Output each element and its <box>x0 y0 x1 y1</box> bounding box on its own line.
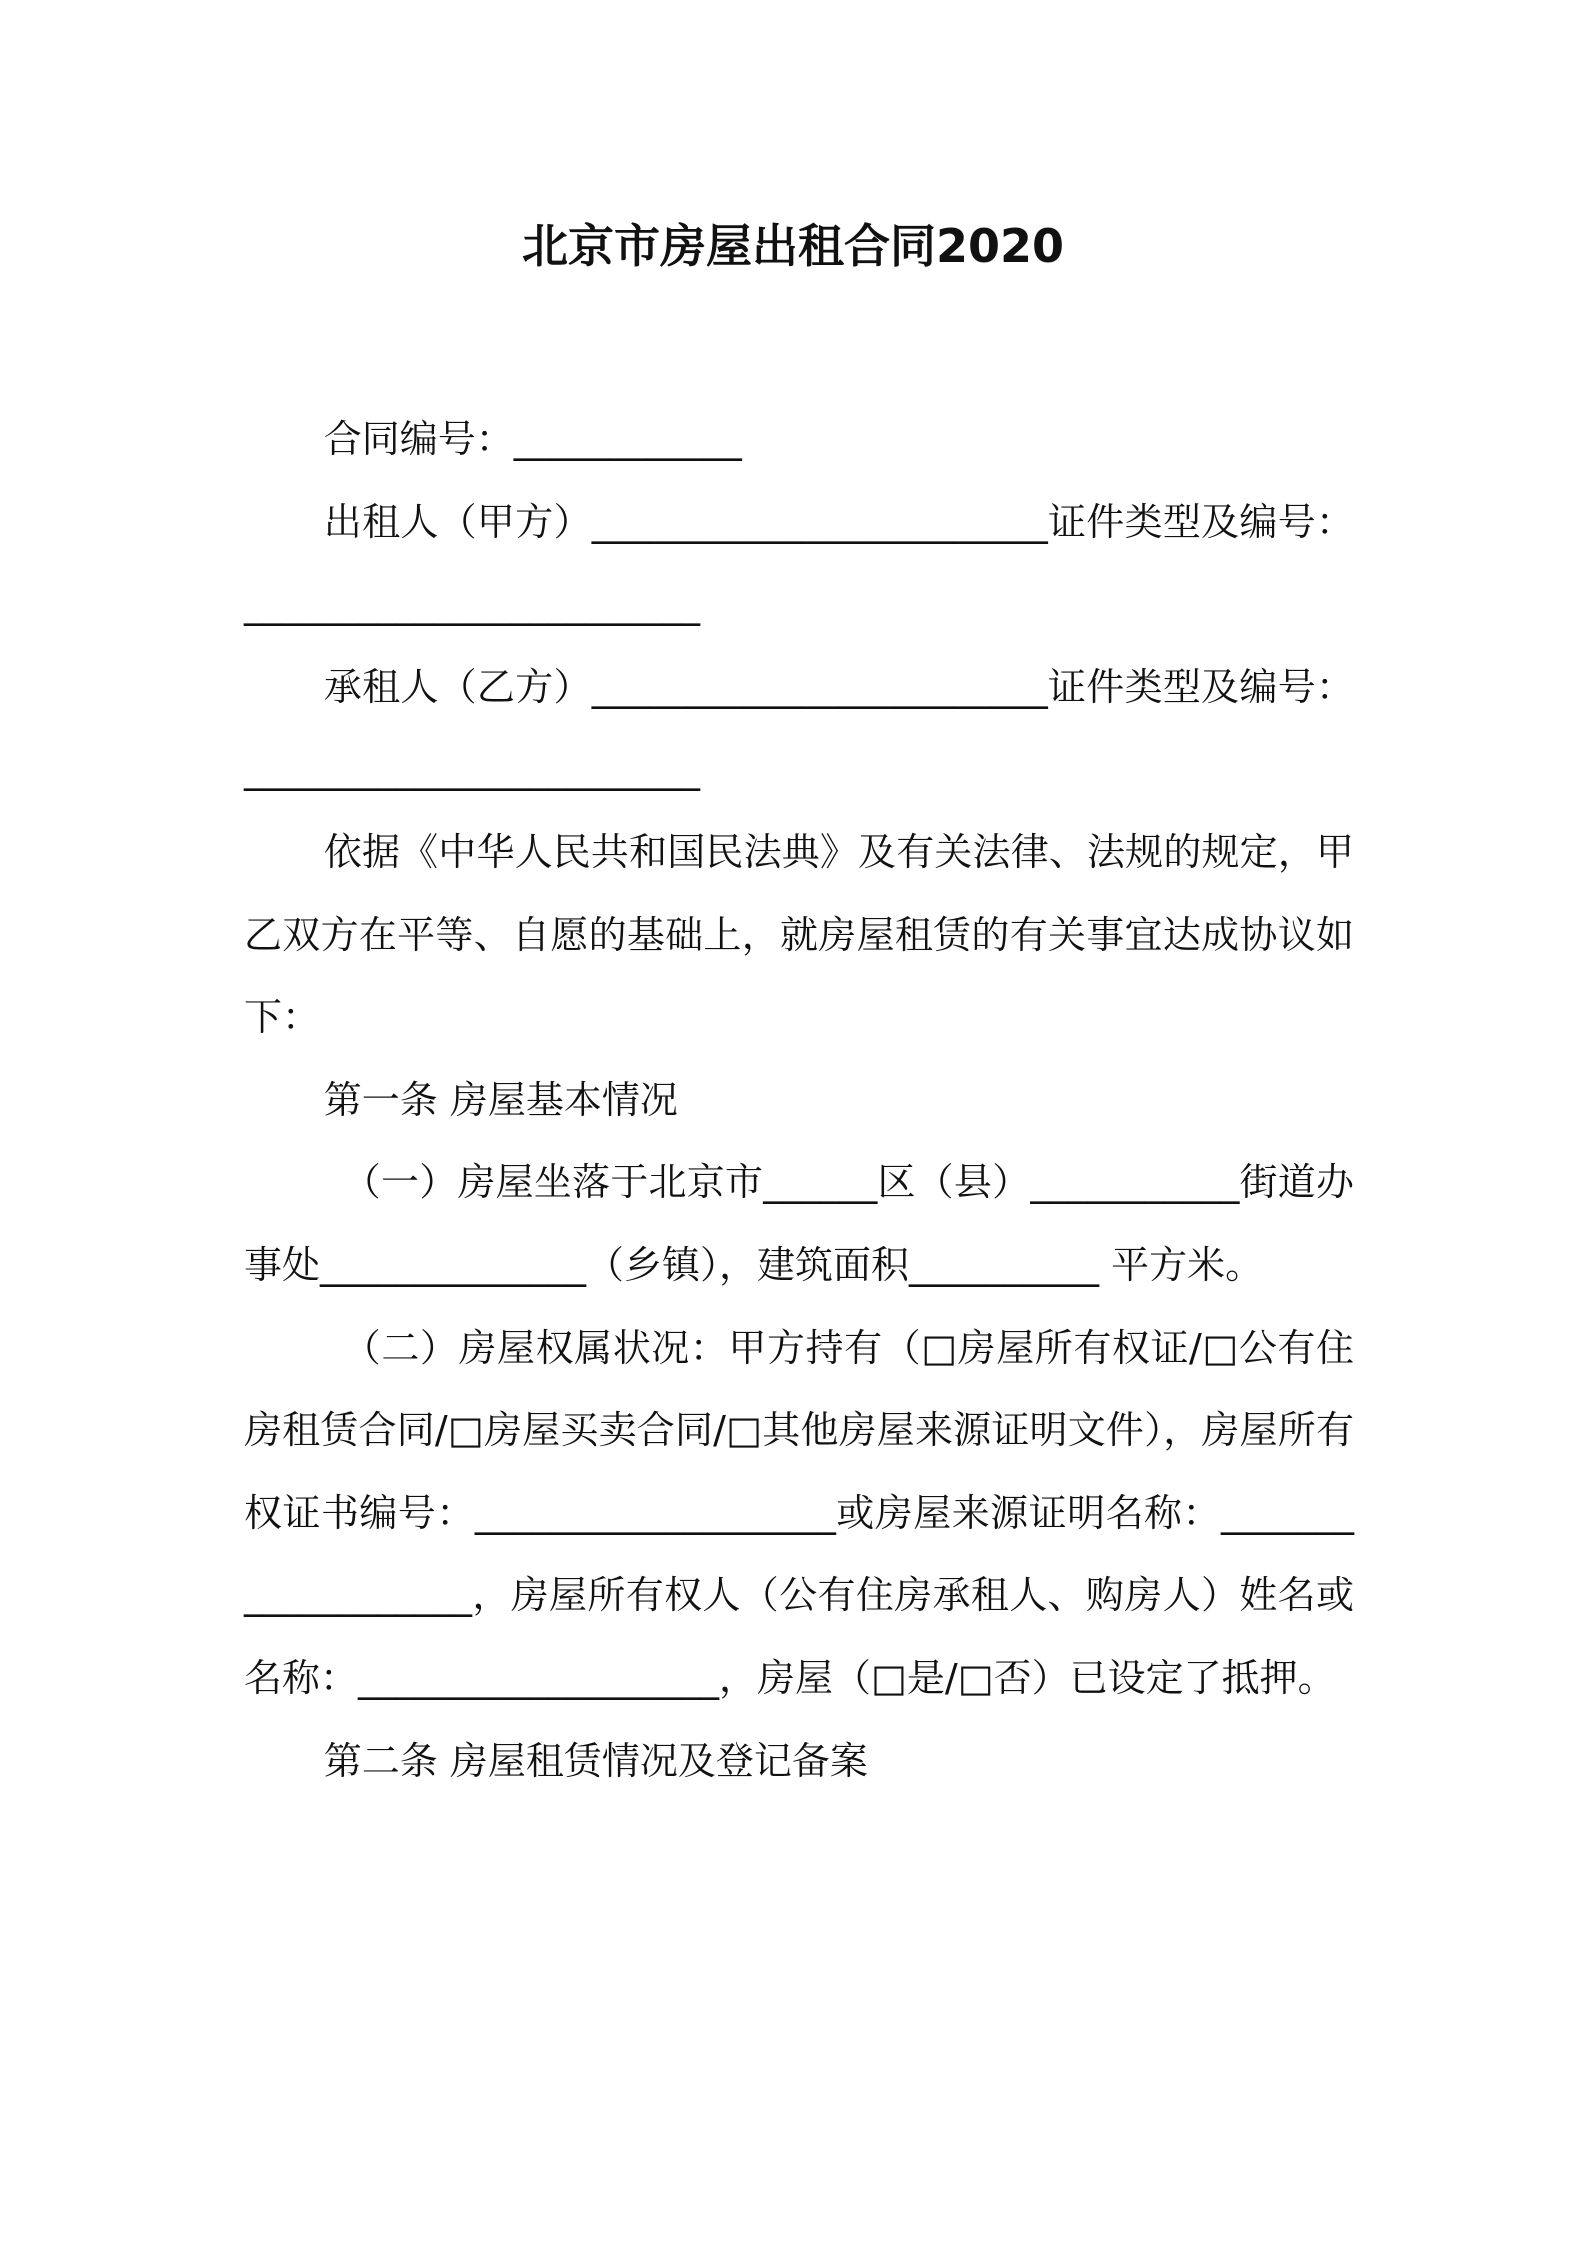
ownership-status-paragraph: （二）房屋权属状况：甲方持有（□房屋所有权证/□公有住房租赁合同/□房屋买卖合同/□其他房屋来源证明文件），房屋所有权证书编号：___________________或房屋来源证明名称：___________________，房屋所有权人（公有住房承租人、购房人）姓名或名称：___________________，房屋（□是/□否）已设定了抵押。 <box>244 1325 1354 1700</box>
document-body <box>244 398 1354 1802</box>
legal-basis-paragraph: 依据《中华人民共和国民法典》及有关法律、法规的规定，甲乙双方在平等、自愿的基础上，就房屋租赁的有关事宜达成协议如下： <box>244 829 1354 1040</box>
article-one-heading: 第一条 房屋基本情况 <box>323 1077 678 1122</box>
lessee-line: 承租人（乙方）________________________证件类型及编号：________________________ <box>244 664 1354 792</box>
contract-number-line: 合同编号：____________ <box>323 417 742 461</box>
lessor-line: 出租人（甲方）________________________证件类型及编号：________________________ <box>244 499 1354 627</box>
document-title: 北京市房屋出租合同2020 <box>521 219 1065 273</box>
house-location-paragraph: （一）房屋坐落于北京市______区（县）___________街道办事处______________（乡镇），建筑面积__________ 平方米。 <box>244 1160 1354 1287</box>
article-two-heading: 第二条 房屋租赁情况及登记备案 <box>323 1738 868 1783</box>
